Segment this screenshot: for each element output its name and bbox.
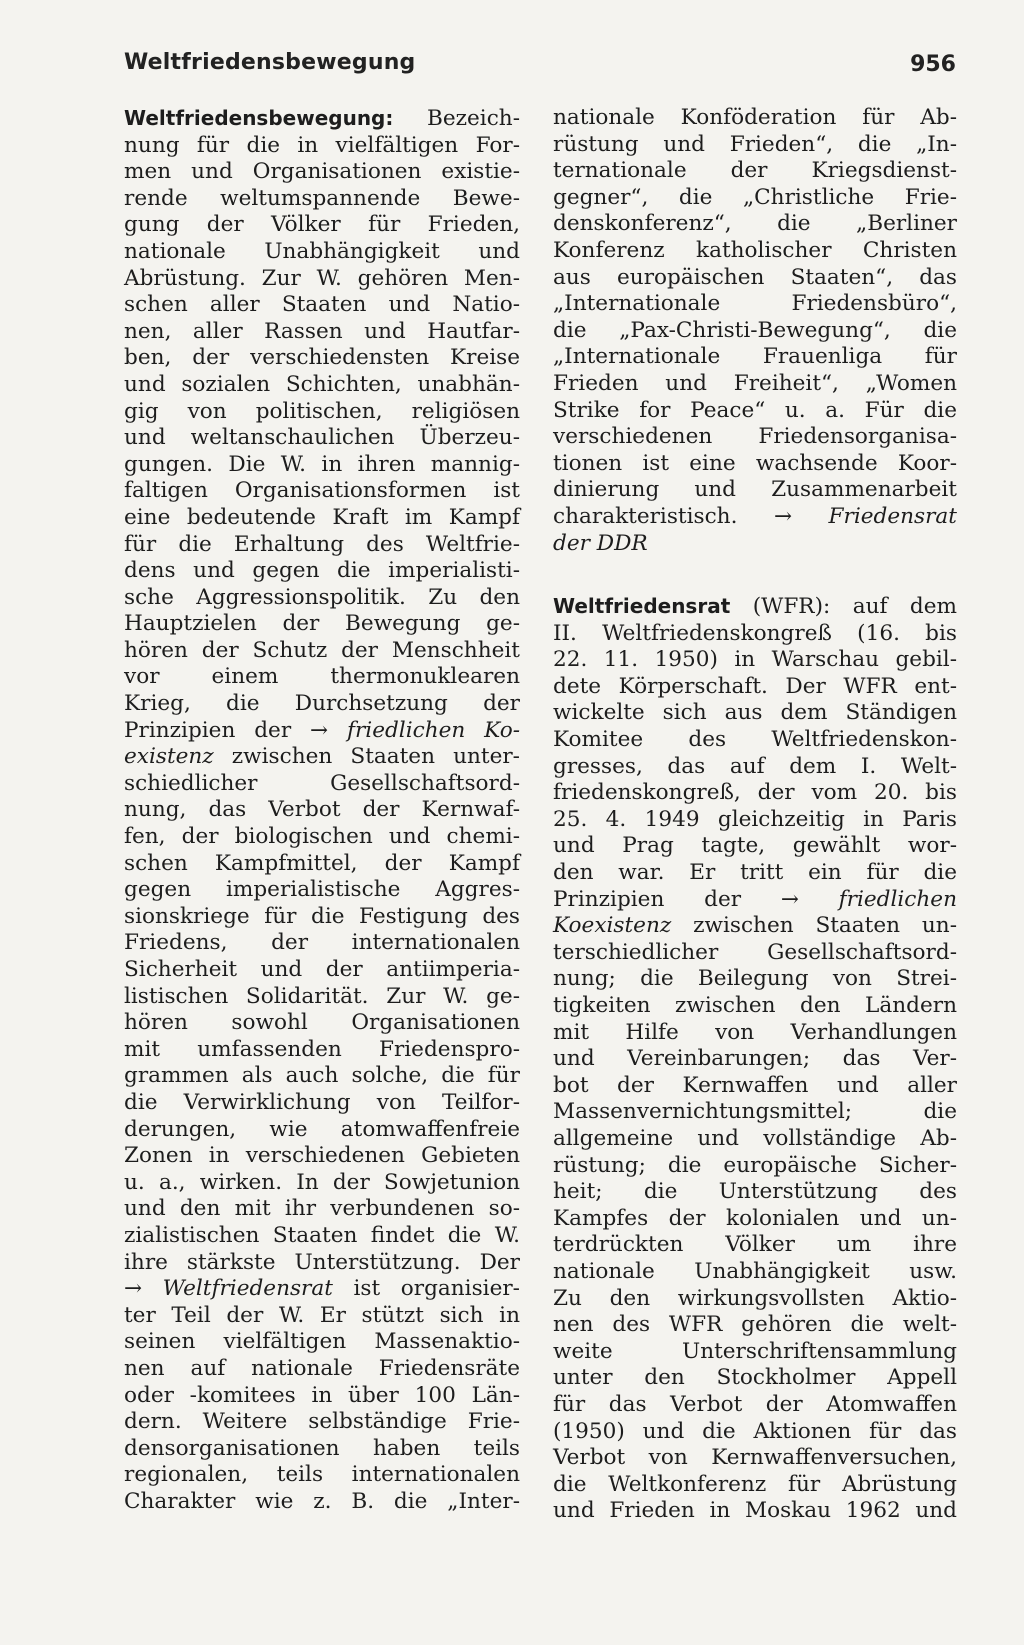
text-line: dern. Weitere selbständige Frie- [124,1409,520,1435]
text-line: Frieden und Freiheit“, „Women [553,370,957,396]
cross-reference-link[interactable]: friedlichen [838,886,957,912]
text-line: 22. 11. 1950) in Warschau gebil- [553,647,957,673]
text-line: fen, der biologischen und chemi- [124,824,520,850]
text-line: Zu den wirkungsvollsten Aktio- [553,1285,957,1311]
text-line: ben, der verschiedensten Kreise [124,345,520,371]
text-line: dete Körperschaft. Der WFR ent- [553,673,957,699]
text-line: Prinzipien der → friedlichen Ko- [124,717,520,743]
text-line: oder -komitees in über 100 Län- [124,1382,520,1408]
cross-reference-link[interactable]: existenz [124,744,214,770]
text-line: listischen Solidarität. Zur W. ge- [124,983,520,1009]
text-line: Krieg, die Durchsetzung der [124,691,520,717]
text-line: Abrüstung. Zur W. gehören Men- [124,265,520,291]
entry-term-weltfriedensrat: Weltfriedensrat [553,594,731,619]
text-line: sche Aggressionspolitik. Zu den [124,584,520,610]
text-line: → Weltfriedensrat ist organisier- [124,1276,520,1302]
text-line: ihre stärkste Unterstützung. Der [124,1249,520,1275]
cross-reference-link[interactable]: Koexistenz [553,913,672,939]
text-line: Zonen in verschiedenen Gebieten [124,1143,520,1169]
text-line: für die Erhaltung des Weltfrie- [124,531,520,557]
text-line: nationale Unabhängigkeit und [124,238,520,264]
text-line: nationale Konföderation für Ab- [553,105,957,130]
text-line: Verbot von Kernwaffenversuchen, [553,1445,957,1471]
text-line: tigkeiten zwischen den Ländern [553,993,957,1018]
text-line: Kampfes der kolonialen und un- [553,1205,957,1231]
text-line: men und Organisationen existie- [124,159,520,185]
text-line: gegner“, die „Christliche Frie- [553,184,957,210]
text-line: gegen imperialistische Aggres- [124,877,520,903]
text-line: derungen, wie atomwaffenfreie [124,1116,520,1142]
text-line: (1950) und die Aktionen für das [553,1418,957,1444]
text-line: die „Pax-Christi-Bewegung“, die [553,317,957,343]
text-line: 25. 4. 1949 gleichzeitig in Paris [553,806,957,832]
text-line: Weltfriedensbewegung: Bezeich- [124,106,520,131]
text-line: rende weltumspannende Bewe- [124,185,520,211]
text-line: terschiedlicher Gesellschaftsord- [553,939,957,965]
text-line: nen, aller Rassen und Hautfar- [124,318,520,344]
text-line: gung der Völker für Frieden, [124,212,520,238]
text-line: Prinzipien der → friedlichen [553,886,957,912]
text-line: bot der Kernwaffen und aller [553,1072,957,1098]
text-line: eine bedeutende Kraft im Kampf [124,504,520,530]
text-line: nen auf nationale Friedensräte [124,1355,520,1381]
text-line: existenz zwischen Staaten unter- [124,744,520,770]
text-line: dinierung und Zusammenarbeit [553,477,957,503]
text-line: tionen ist eine wachsende Koor- [553,450,957,476]
text-line: unter den Stockholmer Appell [553,1365,957,1391]
text-line: gig von politischen, religiösen [124,398,520,424]
text-line: für das Verbot der Atomwaffen [553,1391,957,1417]
text-line: und Frieden in Moskau 1962 und [553,1498,957,1524]
text-line: dens und gegen die imperialisti- [124,558,520,584]
text-line: und Vereinbarungen; das Ver- [553,1046,957,1072]
text-line: grammen als auch solche, die für [124,1063,520,1089]
text-line: friedenskongreß, der vom 20. bis [553,780,957,806]
text-line: verschiedenen Friedensorganisa- [553,424,957,450]
text-line: Weltfriedensrat (WFR): auf dem [553,594,957,620]
text-line: densorganisationen haben teils [124,1435,520,1461]
text-line: schen Kampfmittel, der Kampf [124,850,520,876]
text-line: und den mit ihr verbundenen so- [124,1196,520,1222]
text-line: schen aller Staaten und Natio- [124,292,520,318]
text-line: Sicherheit und der antiimperia- [124,957,520,982]
arrow-icon: → [310,717,329,743]
entry-separator [553,557,957,593]
text-line: und weltanschaulichen Überzeu- [124,425,520,451]
arrow-icon: → [773,503,793,529]
text-line: den war. Er tritt ein für die [553,860,957,886]
text-line: heit; die Unterstützung des [553,1179,957,1205]
text-line: gresses, das auf dem I. Welt- [553,753,957,779]
cross-reference-link[interactable]: Weltfriedensrat [162,1276,333,1302]
text-line: „Internationale Friedensbüro“, [553,291,957,317]
running-title: Weltfriedensbewegung [124,50,416,75]
text-line: vor einem thermonuklearen [124,664,520,690]
text-line: Charakter wie z. B. die „Inter- [124,1488,520,1514]
text-line: Hauptzielen der Bewegung ge- [124,611,520,637]
text-line: mit umfassenden Friedenspro- [124,1036,520,1062]
cross-reference-link[interactable]: Friedensrat [828,503,957,529]
text-line: rüstung; die europäische Sicher- [553,1152,957,1178]
text-line: mit Hilfe von Verhandlungen [553,1019,957,1045]
text-line: denskonferenz“, die „Berliner [553,211,957,237]
text-line: die Weltkonferenz für Abrüstung [553,1471,957,1497]
text-line: terdrückten Völker um ihre [553,1232,957,1258]
text-line: weite Unterschriftensammlung [553,1338,957,1364]
page-number: 956 [910,52,956,77]
text-line: Koexistenz zwischen Staaten un- [553,913,957,939]
text-line: nationale Unabhängigkeit usw. [553,1258,957,1284]
text-line [553,531,957,558]
text-line: Friedens, der internationalen [124,930,520,956]
text-line: Konferenz katholischer Christen [553,237,957,263]
text-line: seinen vielfältigen Massenaktio- [124,1329,520,1355]
text-line: wickelte sich aus dem Ständigen [553,700,957,726]
text-line: rüstung und Frieden“, die „In- [553,131,957,157]
text-line: aus europäischen Staaten“, das [553,264,957,290]
text-line: ter Teil der W. Er stützt sich in [124,1302,520,1328]
left-column [124,105,520,1515]
text-line: u. a., wirken. In der Sowjetunion [124,1169,520,1195]
text-line: hören sowohl Organisationen [124,1010,520,1036]
text-line: „Internationale Frauenliga für [553,344,957,370]
text-line: nen des WFR gehören die welt- [553,1312,957,1338]
text-line: ternationale der Kriegsdienst- [553,158,957,184]
text-line: allgemeine und vollständige Ab- [553,1125,957,1151]
text-line: nung; die Beilegung von Strei- [553,966,957,992]
arrow-icon: → [780,886,799,912]
text-line: regionalen, teils internationalen [124,1462,520,1488]
text-line: nung für die in vielfältigen For- [124,132,520,158]
right-column [553,105,957,1525]
text-line: nung, das Verbot der Kernwaf- [124,797,520,823]
text-line: schiedlicher Gesellschaftsord- [124,770,520,796]
text-line: Komitee des Weltfriedenskon- [553,727,957,753]
text-line: Strike for Peace“ u. a. Für die [553,397,957,423]
text-line: zialistischen Staaten findet die W. [124,1222,520,1248]
text-line: die Verwirklichung von Teilfor- [124,1089,520,1115]
text-line: Massenvernichtungsmittel; die [553,1099,957,1125]
text-line: faltigen Organisationsformen ist [124,478,520,504]
text-line: charakteristisch. → Friedensrat [553,503,957,529]
arrow-icon: → [124,1276,143,1302]
cross-reference-link[interactable]: der DDR [553,530,648,556]
text-line: sionskriege für die Festigung des [124,903,520,929]
cross-reference-link[interactable]: friedlichen Ko- [346,717,520,743]
text-line: und sozialen Schichten, unabhän- [124,371,520,397]
text-line: und Prag tagte, gewählt wor- [553,833,957,859]
text-line: hören der Schutz der Menschheit [124,637,520,663]
text-line: gungen. Die W. in ihren mannig- [124,451,520,477]
text-line: II. Weltfriedenskongreß (16. bis [553,620,957,646]
entry-term-weltfriedensbewegung: Weltfriedensbewegung: [124,106,394,130]
